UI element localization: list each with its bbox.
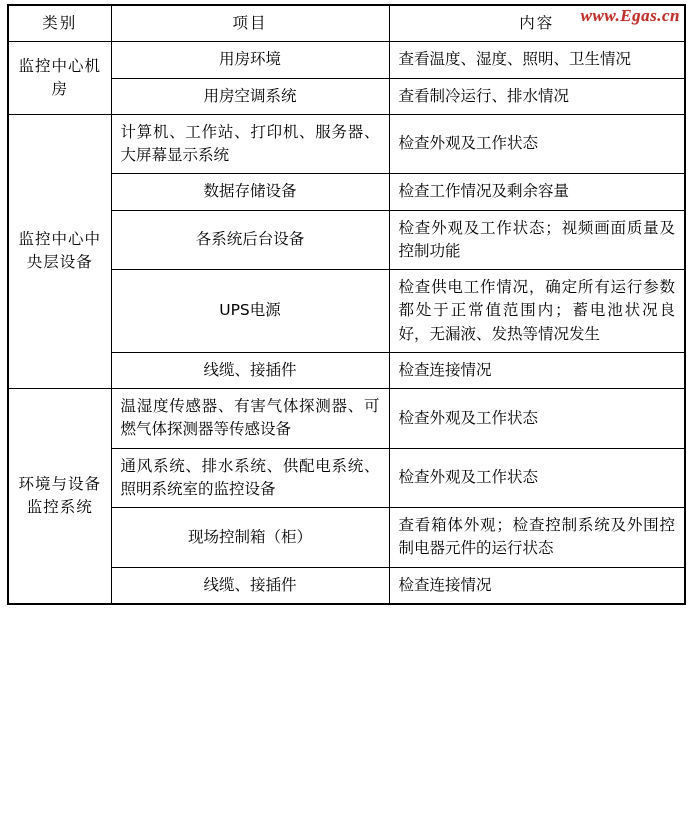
table-row bbox=[8, 42, 685, 78]
category-cell: 环境与设备监控系统 bbox=[8, 389, 111, 604]
content-cell: 查看制冷运行、排水情况 bbox=[389, 78, 685, 114]
table-row bbox=[8, 114, 685, 174]
watermark-text: www.Egas.cn bbox=[580, 6, 680, 25]
content-cell: 检查工作情况及剩余容量 bbox=[389, 174, 685, 210]
content-cell: 检查连接情况 bbox=[389, 352, 685, 388]
category-cell: 监控中心机房 bbox=[8, 42, 111, 115]
content-cell: 查看箱体外观；检查控制系统及外围控制电器元件的运行状态 bbox=[389, 508, 685, 568]
content-cell: 查看温度、湿度、照明、卫生情况 bbox=[389, 42, 685, 78]
document-page bbox=[0, 4, 690, 830]
category-cell: 监控中心中央层设备 bbox=[8, 114, 111, 388]
header-item: 项目 bbox=[111, 5, 389, 42]
item-cell: UPS电源 bbox=[111, 270, 389, 353]
item-cell: 线缆、接插件 bbox=[111, 567, 389, 604]
item-cell: 线缆、接插件 bbox=[111, 352, 389, 388]
item-cell: 用房环境 bbox=[111, 42, 389, 78]
item-cell: 通风系统、排水系统、供配电系统、照明系统室的监控设备 bbox=[111, 448, 389, 508]
item-cell: 温湿度传感器、有害气体探测器、可燃气体探测器等传感设备 bbox=[111, 389, 389, 449]
item-cell: 用房空调系统 bbox=[111, 78, 389, 114]
content-cell: 检查外观及工作状态；视频画面质量及控制功能 bbox=[389, 210, 685, 270]
item-cell: 计算机、工作站、打印机、服务器、大屏幕显示系统 bbox=[111, 114, 389, 174]
content-cell: 检查外观及工作状态 bbox=[389, 114, 685, 174]
item-cell: 数据存储设备 bbox=[111, 174, 389, 210]
inspection-table bbox=[7, 4, 686, 605]
content-cell: 检查供电工作情况，确定所有运行参数都处于正常值范围内；蓄电池状况良好，无漏液、发热等情况发生 bbox=[389, 270, 685, 353]
item-cell: 各系统后台设备 bbox=[111, 210, 389, 270]
header-category: 类别 bbox=[8, 5, 111, 42]
item-cell: 现场控制箱（柜） bbox=[111, 508, 389, 568]
table-row bbox=[8, 389, 685, 449]
content-cell: 检查外观及工作状态 bbox=[389, 389, 685, 449]
header-content: 内容 bbox=[389, 5, 685, 42]
content-cell: 检查连接情况 bbox=[389, 567, 685, 604]
content-cell: 检查外观及工作状态 bbox=[389, 448, 685, 508]
